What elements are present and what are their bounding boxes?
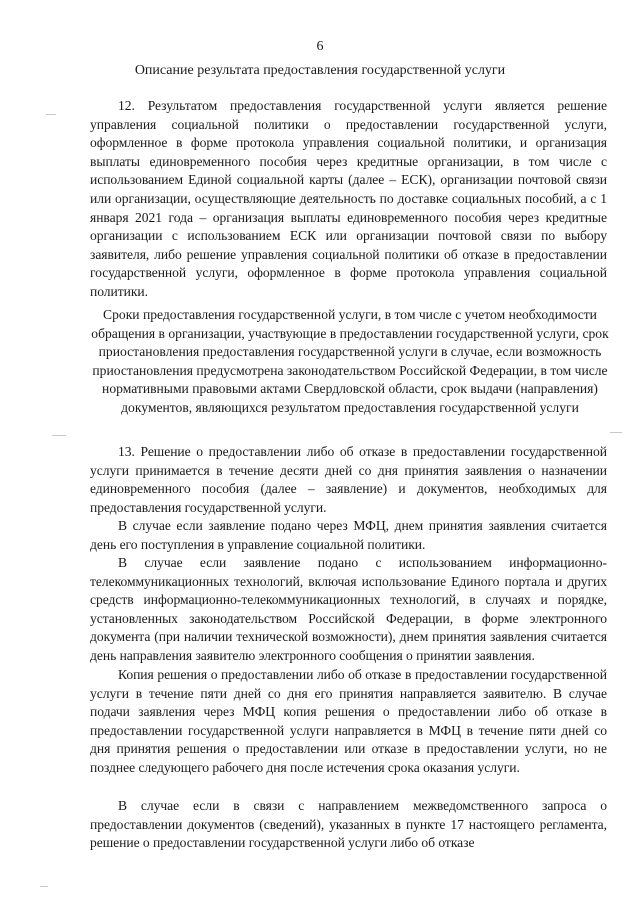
scan-speck — [610, 432, 622, 433]
page-number: 6 — [316, 39, 324, 54]
paragraph-13-decision-term: 13. Решение о предоставлении либо об отказе в предоставлении государственной услуги принимается в течение десяти дней со дня принятия заявления о назначении единовременного пособия (далее – заявление) и документов, необходимых для предоставления государственной услуги. — [90, 444, 607, 515]
paragraph-13-interagency-request: В случае если в связи с направлением межведомственного запроса о предоставлении документов (сведений), указанных в пункте 17 настоящего регламента, решение о предоставлении государственной услуги либо об отказе — [90, 798, 607, 851]
section-title: Описание результата предоставления государственной услуги — [134, 63, 506, 78]
scan-speck — [40, 886, 48, 887]
paragraph-12-result: 12. Результатом предоставления государственной услуги является решение управления социальной политики о предоставлении государственной услуги, оформленное в форме протокола управления социальной политики, и организация выплаты единовременного пособия через кредитные организации, в том числе с использованием Единой социальной карты (далее – ЕСК), организации почтовой связи или организации, осуществляющие деятельность по доставке социальных пособий, а с 1 января 2021 года – организация выплаты единовременного пособия через кредитные организации с использованием ЕСК или организации почтовой связи по выбору заявителя, либо решение управления социальной политики об отказе в предоставлении государственной услуги, оформленное в форме протокола управления социальной политики. — [90, 98, 607, 299]
paragraph-13-mfc-acceptance: В случае если заявление подано через МФЦ, днем принятия заявления считается день его поступления в управление социальной политики. — [90, 518, 607, 552]
paragraph-13-electronic-acceptance: В случае если заявление подано с использованием информационно-телекоммуникационных технологий, включая использование Единого портала и других средств информационно-телекоммуникационных технологий, в случаях и порядке, установленных законодательством Российской Федерации, в форме электронного документа (при наличии технической возможности), днем принятия заявления считается день направления заявителю электронного сообщения о принятии заявления. — [90, 555, 607, 663]
paragraph-13-decision-copy: Копия решения о предоставлении либо об отказе в предоставлении государственной услуги в течение пяти дней со дня его принятия направляется заявителю. В случае подачи заявления через МФЦ копия решения о предоставлении либо об отказе в предоставлении государственной услуги направляется в МФЦ в течение пяти дней со дня принятия решения о предоставлении или отказе в предоставлении услуги, но не позднее следующего рабочего дня после истечения срока оказания услуги. — [90, 667, 607, 775]
section-heading-deadlines: Сроки предоставления государственной услуги, в том числе с учетом необходимости обращения в организации, участвующие в предоставлении государственной услуги, срок приостановления предоставления государственной услуги в случае, если возможность приостановления предусмотрена законодательством Российской Федерации, в том числе нормативными правовыми актами Свердловской области, срок выдачи (направления) документов, являющихся результатом предоставления государственной услуги — [91, 307, 609, 415]
scan-speck — [52, 435, 66, 436]
scan-speck — [46, 114, 56, 115]
